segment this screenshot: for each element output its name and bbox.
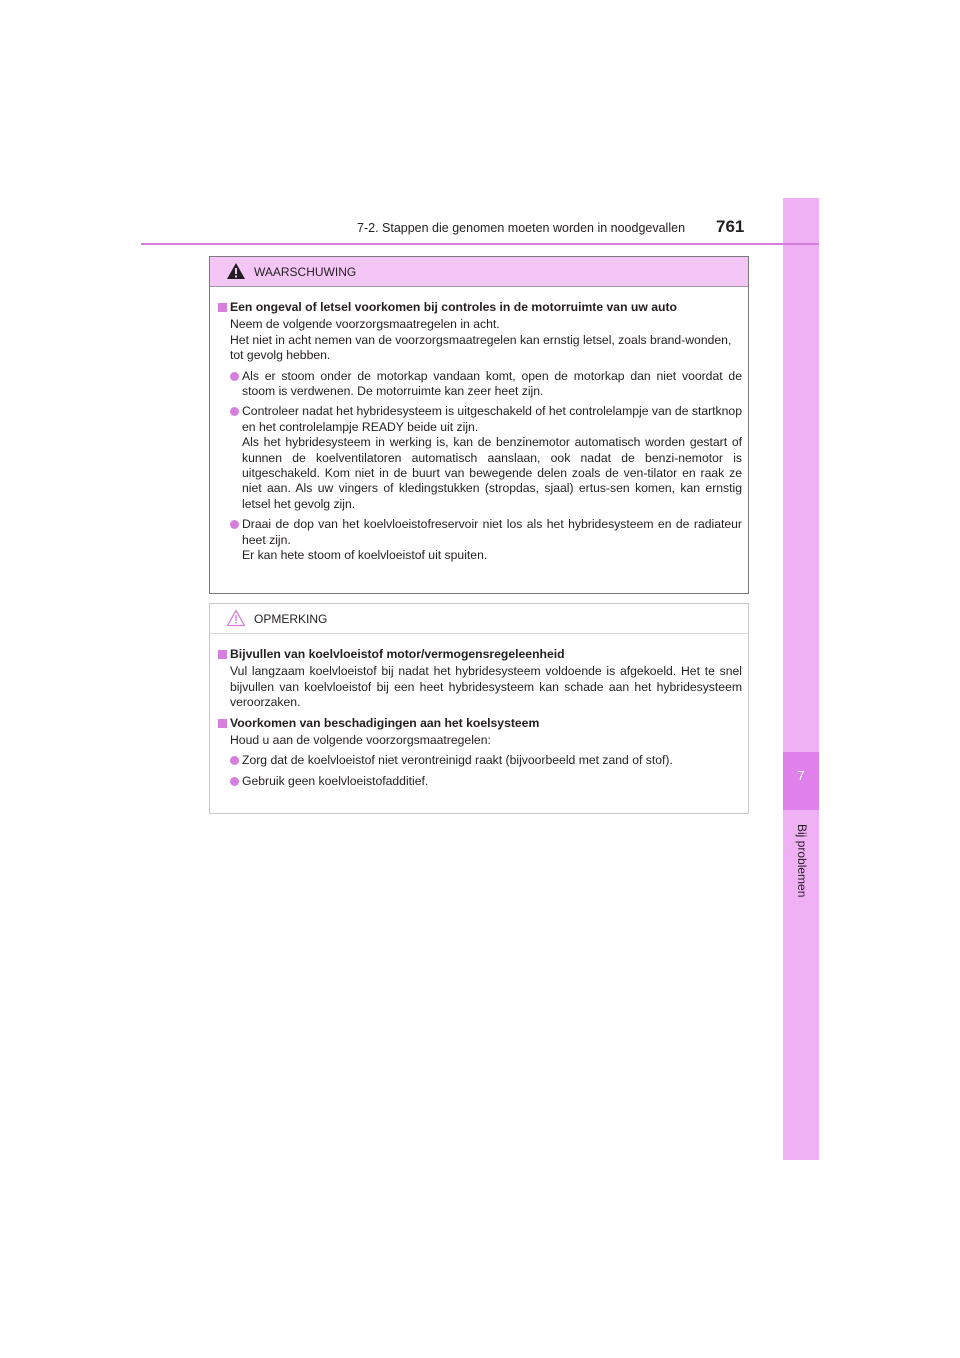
square-bullet-icon	[218, 650, 227, 659]
note-bullet: Zorg dat de koelvloeistof niet verontreinigd raakt (bijvoorbeeld met zand of stof).	[218, 753, 742, 768]
warning-heading: Een ongeval of letsel voorkomen bij controles in de motorruimte van uw auto	[218, 300, 742, 315]
chapter-number: 7	[797, 768, 805, 783]
header-rule	[141, 243, 819, 245]
warning-header	[210, 257, 748, 287]
round-bullet-icon	[230, 777, 239, 786]
warning-triangle-icon	[226, 262, 246, 280]
warning-bullet: Als er stoom onder de motorkap vandaan komt, open de motorkap dan niet voordat de stoom is verdwenen. De motorruimte kan zeer heet zijn.	[218, 369, 742, 400]
warning-body	[210, 287, 748, 564]
round-bullet-icon	[230, 520, 239, 529]
round-bullet-icon	[230, 407, 239, 416]
note-heading: Voorkomen van beschadigingen aan het koelsysteem	[218, 716, 742, 731]
note-box	[209, 603, 749, 814]
note-text: Houd u aan de volgende voorzorgsmaatregelen:	[230, 733, 491, 748]
note-text: Vul langzaam koelvloeistof bij nadat het hybridesysteem voldoende is afgekoeld. Het te snel bijvullen van koelvloeistof bij een heet hybridesysteem kan schade aan het hybridesysteem veroorzaken.	[230, 664, 742, 710]
page-number: 761	[716, 217, 745, 236]
warning-bullet: Controleer nadat het hybridesysteem is uitgeschakeld of het controlelampje van de startknop en het controlelampje READY beide uit zijn. Als het hybridesysteem in werking is, kan de benzinemotor automatisch worden gestart of kunnen de koelventilatoren automatisch aanslaan, ook nadat de benzi-nemotor is uitgeschakeld. Kom niet in de buurt van bewegende delen zoals de ven-tilator en raak ze niet aan. Als uw vingers of kledingstukken (stropdas, sjaal) ertus-sen komen, kan ernstig letsel het gevolg zijn.	[218, 404, 742, 512]
round-bullet-icon	[230, 372, 239, 381]
round-bullet-icon	[230, 756, 239, 765]
caution-triangle-icon	[226, 609, 246, 627]
chapter-sidebar	[783, 198, 819, 1160]
note-bullet: Gebruik geen koelvloeistofadditief.	[218, 774, 742, 789]
square-bullet-icon	[218, 303, 227, 312]
warning-intro: Neem de volgende voorzorgsmaatregelen in acht. Het niet in acht nemen van de voorzorgsmaatregelen kan ernstig letsel, zoals brand-wonden, tot gevolg hebben.	[230, 317, 732, 363]
chapter-name: Bij problemen	[795, 824, 809, 898]
note-body	[210, 634, 748, 789]
square-bullet-icon	[218, 719, 227, 728]
section-title: 7-2. Stappen die genomen moeten worden in noodgevallen	[357, 221, 686, 235]
note-header	[210, 604, 748, 634]
warning-title: WAARSCHUWING	[254, 265, 357, 279]
warning-box	[209, 256, 749, 594]
note-heading: Bijvullen van koelvloeistof motor/vermogensregeleenheid	[218, 647, 742, 662]
note-title: OPMERKING	[254, 612, 328, 626]
warning-bullet: Draai de dop van het koelvloeistofreservoir niet los als het hybridesysteem en de radiateur heet zijn. Er kan hete stoom of koelvloeistof uit spuiten.	[218, 517, 742, 563]
